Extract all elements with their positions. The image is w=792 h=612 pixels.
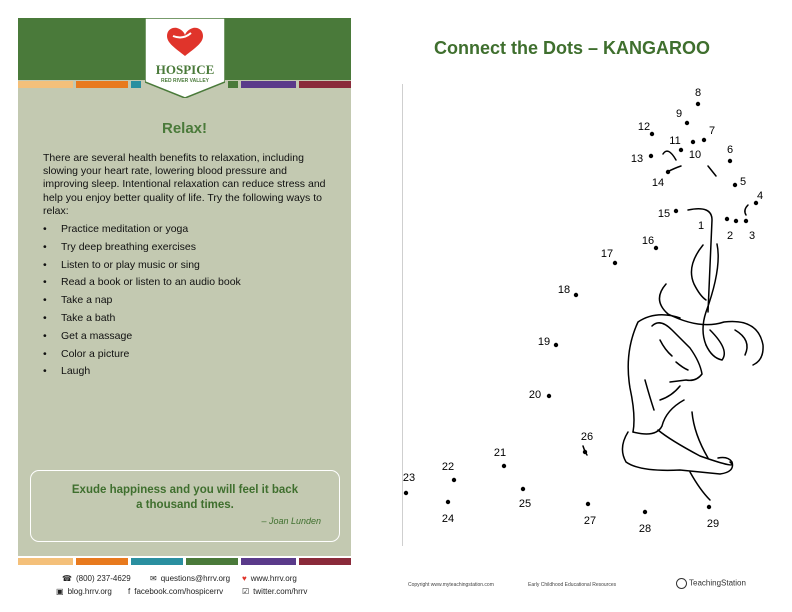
dots-layer <box>403 87 763 535</box>
dot-23 <box>404 491 408 495</box>
dot-label-7: 7 <box>708 125 716 137</box>
dot-2 <box>734 219 738 223</box>
dot-8 <box>696 102 700 106</box>
list-item: • Laugh <box>43 365 91 378</box>
website-link[interactable]: ♥ www.hrrv.org <box>242 574 297 583</box>
dot-label-1: 1 <box>697 220 705 232</box>
twitter-link[interactable]: ☑ twitter.com/hrrv <box>242 587 308 596</box>
dot-label-8: 8 <box>694 87 702 99</box>
quote-text: Exude happiness and you will feel it back a thousand times. <box>71 484 299 511</box>
dot-label-6: 6 <box>726 144 734 156</box>
dot-label-23: 23 <box>402 472 416 484</box>
dot-20 <box>547 394 551 398</box>
dot-5 <box>733 183 737 187</box>
dot-label-11: 11 <box>669 135 681 147</box>
dot-label-19: 19 <box>537 336 551 348</box>
teachingstation-logo: TeachingStation <box>676 578 746 589</box>
dot-label-29: 29 <box>706 518 720 530</box>
hospice-logo <box>145 18 225 98</box>
dot-label-26: 26 <box>580 431 594 443</box>
logo-subtitle: RED RIVER VALLEY <box>161 78 209 84</box>
list-item: • Listen to or play music or sing <box>43 258 200 271</box>
dot-25 <box>521 487 525 491</box>
blog-icon: ▣ <box>56 587 64 596</box>
dot-label-28: 28 <box>638 523 652 535</box>
dot-label-20: 20 <box>528 389 542 401</box>
relax-tips-list <box>43 221 333 381</box>
email-link[interactable]: ✉ questions@hrrv.org <box>150 574 231 583</box>
dot-label-25: 25 <box>518 498 532 510</box>
facebook-link[interactable]: f facebook.com/hospicerrv <box>128 587 224 596</box>
dot-label-27: 27 <box>583 515 597 527</box>
dot-22 <box>452 478 456 482</box>
heart-icon: ♥ <box>242 574 247 583</box>
dot-17 <box>613 261 617 265</box>
copyright-text: Copyright www.myteachingstation.com <box>408 582 494 588</box>
phone-icon: ☎ <box>62 574 72 583</box>
list-item: • Try deep breathing exercises <box>43 240 197 253</box>
dot-label-17: 17 <box>600 248 614 260</box>
dot-19 <box>554 343 558 347</box>
list-item: • Practice meditation or yoga <box>43 223 189 235</box>
dot-13 <box>649 154 653 158</box>
dot-1 <box>725 217 729 221</box>
dot-26 <box>583 450 587 454</box>
phone: ☎ (800) 237-4629 <box>62 574 131 583</box>
dot-18 <box>574 293 578 297</box>
dot-label-2: 2 <box>726 230 734 242</box>
kangaroo-dot-puzzle <box>395 80 785 550</box>
dot-label-22: 22 <box>441 461 455 473</box>
list-item: • Get a massage <box>43 329 133 342</box>
dot-9 <box>685 121 689 125</box>
worksheet-title: Connect the Dots – KANGAROO <box>433 38 710 58</box>
logo-name: HOSPICE <box>155 62 215 77</box>
dot-27 <box>586 502 590 506</box>
list-item: • Take a bath <box>43 311 116 324</box>
relax-intro: There are several health benefits to relaxation, including slowing your heart rate, lowering blood pressure and improving sleep. Intentional relaxation can reduce stress and help you enjoy better quality of life. Try the following ways to relax: <box>43 152 326 217</box>
facebook-icon: f <box>128 587 131 596</box>
dot-label-10: 10 <box>688 149 702 161</box>
dot-16 <box>654 246 658 250</box>
dot-label-18: 18 <box>557 284 571 296</box>
dot-6 <box>728 159 732 163</box>
dot-24 <box>446 500 450 504</box>
quote-box <box>30 470 340 542</box>
dot-12 <box>650 132 654 136</box>
kangaroo-outline <box>580 151 763 500</box>
dot-label-15: 15 <box>657 208 671 220</box>
dot-10 <box>691 140 695 144</box>
dot-11 <box>679 148 683 152</box>
dot-29 <box>707 505 711 509</box>
dot-label-24: 24 <box>441 513 455 525</box>
dot-15 <box>674 209 678 213</box>
dot-label-21: 21 <box>493 447 507 459</box>
teachingstation-logo-icon <box>676 578 687 589</box>
dot-7 <box>702 138 706 142</box>
relax-panel <box>18 18 351 556</box>
dot-label-12: 12 <box>637 121 651 133</box>
category-text: Early Childhood Educational Resources <box>528 582 617 588</box>
dot-3 <box>744 219 748 223</box>
dot-label-14: 14 <box>651 177 665 189</box>
dot-label-5: 5 <box>739 176 747 188</box>
bottom-color-stripes <box>18 558 351 565</box>
dot-14 <box>666 170 670 174</box>
dot-21 <box>502 464 506 468</box>
mail-icon: ✉ <box>150 574 157 583</box>
list-item: • Take a nap <box>43 294 113 307</box>
list-item: • Color a picture <box>43 347 130 360</box>
dot-label-16: 16 <box>641 235 655 247</box>
quote-author: – Joan Lunden <box>261 516 321 526</box>
relax-title: Relax! <box>161 120 208 137</box>
dot-label-4: 4 <box>756 190 764 202</box>
dot-28 <box>643 510 647 514</box>
twitter-icon: ☑ <box>242 587 250 596</box>
list-item: • Read a book or listen to an audio book <box>43 276 241 289</box>
dot-label-3: 3 <box>748 230 756 242</box>
blog-link[interactable]: ▣ blog.hrrv.org <box>56 587 112 596</box>
dot-label-13: 13 <box>630 153 644 165</box>
dot-label-9: 9 <box>675 108 683 120</box>
